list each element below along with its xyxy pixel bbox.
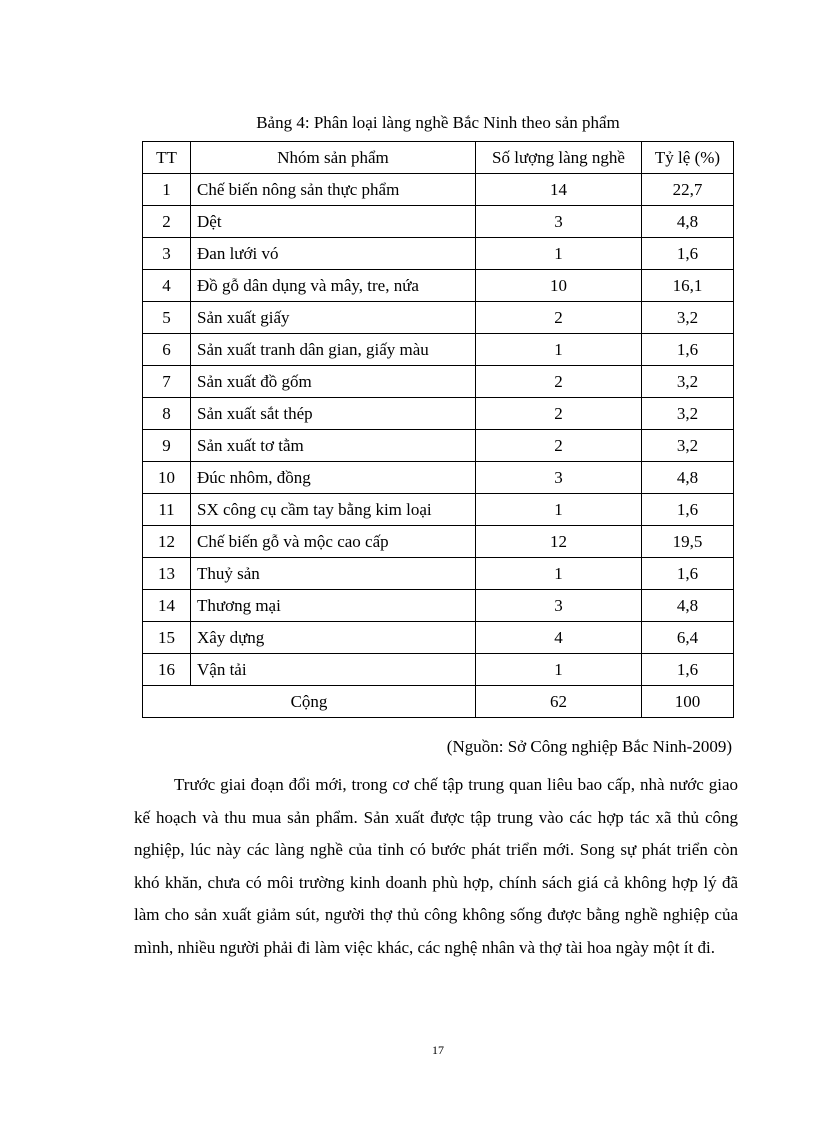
row-village-count: 10 [476, 270, 642, 302]
row-tt: 15 [143, 622, 191, 654]
table-row [143, 494, 734, 526]
row-tt: 10 [143, 462, 191, 494]
row-percent: 3,2 [642, 398, 734, 430]
total-label: Cộng [143, 686, 476, 718]
table-total-row [143, 686, 734, 718]
row-product-group: Xây dựng [191, 622, 476, 654]
row-village-count: 14 [476, 174, 642, 206]
table-source: (Nguồn: Sở Công nghiệp Bắc Ninh-2009) [446, 737, 732, 756]
row-village-count: 2 [476, 302, 642, 334]
table-row [143, 398, 734, 430]
header-village-count: Số lượng làng nghề [476, 142, 642, 174]
row-percent: 6,4 [642, 622, 734, 654]
row-tt: 4 [143, 270, 191, 302]
table-row [143, 558, 734, 590]
row-village-count: 4 [476, 622, 642, 654]
table-row [143, 334, 734, 366]
row-percent: 1,6 [642, 654, 734, 686]
row-village-count: 3 [476, 590, 642, 622]
row-tt: 13 [143, 558, 191, 590]
row-tt: 7 [143, 366, 191, 398]
table-row [143, 622, 734, 654]
table-row [143, 366, 734, 398]
header-tt: TT [143, 142, 191, 174]
row-percent: 4,8 [642, 590, 734, 622]
row-village-count: 2 [476, 366, 642, 398]
table-row [143, 462, 734, 494]
row-percent: 19,5 [642, 526, 734, 558]
row-percent: 3,2 [642, 366, 734, 398]
row-product-group: Đồ gỗ dân dụng và mây, tre, nứa [191, 270, 476, 302]
header-percent: Tỷ lệ (%) [642, 142, 734, 174]
row-tt: 12 [143, 526, 191, 558]
table-body [143, 174, 734, 686]
row-village-count: 3 [476, 206, 642, 238]
total-count: 62 [476, 686, 642, 718]
row-product-group: Thương mại [191, 590, 476, 622]
row-percent: 22,7 [642, 174, 734, 206]
row-product-group: Chế biến gỗ và mộc cao cấp [191, 526, 476, 558]
row-tt: 2 [143, 206, 191, 238]
table-row [143, 174, 734, 206]
row-product-group: Đan lưới vó [191, 238, 476, 270]
row-product-group: Sản xuất giấy [191, 302, 476, 334]
row-product-group: Sản xuất tơ tằm [191, 430, 476, 462]
table-row [143, 590, 734, 622]
row-tt: 6 [143, 334, 191, 366]
row-tt: 8 [143, 398, 191, 430]
row-village-count: 1 [476, 558, 642, 590]
row-product-group: Thuỷ sản [191, 558, 476, 590]
table-row [143, 270, 734, 302]
row-tt: 5 [143, 302, 191, 334]
row-village-count: 12 [476, 526, 642, 558]
row-percent: 1,6 [642, 558, 734, 590]
row-village-count: 1 [476, 654, 642, 686]
row-village-count: 1 [476, 334, 642, 366]
row-product-group: Sản xuất tranh dân gian, giấy màu [191, 334, 476, 366]
page-number: 17 [432, 1043, 444, 1057]
row-percent: 4,8 [642, 206, 734, 238]
row-village-count: 2 [476, 430, 642, 462]
craft-village-table [142, 141, 734, 718]
row-product-group: Sản xuất sắt thép [191, 398, 476, 430]
row-village-count: 3 [476, 462, 642, 494]
row-percent: 1,6 [642, 334, 734, 366]
row-tt: 9 [143, 430, 191, 462]
table-row [143, 238, 734, 270]
header-product-group: Nhóm sản phẩm [191, 142, 476, 174]
table-row [143, 654, 734, 686]
row-tt: 11 [143, 494, 191, 526]
table-caption: Bảng 4: Phân loại làng nghề Bắc Ninh theo sản phẩm [256, 113, 620, 132]
body-paragraph: Trước giai đoạn đổi mới, trong cơ chế tập trung quan liêu bao cấp, nhà nước giao kế hoạch và thu mua sản phẩm. Sản xuất được tập trung vào các hợp tác xã thủ công nghiệp, lúc này các làng nghề của tỉnh có bước phát triển mới. Song sự phát triển còn khó khăn, chưa có môi trường kinh doanh phù hợp, chính sách giá cả không hợp lý đã làm cho sản xuất giảm sút, người thợ thủ công không sống được bằng nghề nghiệp của mình, nhiều người phải đi làm việc khác, các nghệ nhân và thợ tài hoa ngày một ít đi. [134, 775, 738, 957]
row-percent: 3,2 [642, 430, 734, 462]
total-percent: 100 [642, 686, 734, 718]
row-tt: 16 [143, 654, 191, 686]
table-header-row [143, 142, 734, 174]
row-village-count: 1 [476, 238, 642, 270]
row-village-count: 1 [476, 494, 642, 526]
row-product-group: Dệt [191, 206, 476, 238]
row-percent: 3,2 [642, 302, 734, 334]
row-tt: 3 [143, 238, 191, 270]
row-village-count: 2 [476, 398, 642, 430]
table-row [143, 302, 734, 334]
row-product-group: SX công cụ cầm tay bằng kim loại [191, 494, 476, 526]
row-tt: 1 [143, 174, 191, 206]
row-product-group: Sản xuất đồ gốm [191, 366, 476, 398]
row-percent: 1,6 [642, 494, 734, 526]
row-percent: 4,8 [642, 462, 734, 494]
row-percent: 1,6 [642, 238, 734, 270]
table-row [143, 206, 734, 238]
table-row [143, 430, 734, 462]
row-product-group: Vận tải [191, 654, 476, 686]
row-percent: 16,1 [642, 270, 734, 302]
row-tt: 14 [143, 590, 191, 622]
row-product-group: Chế biến nông sản thực phẩm [191, 174, 476, 206]
table-row [143, 526, 734, 558]
row-product-group: Đúc nhôm, đồng [191, 462, 476, 494]
